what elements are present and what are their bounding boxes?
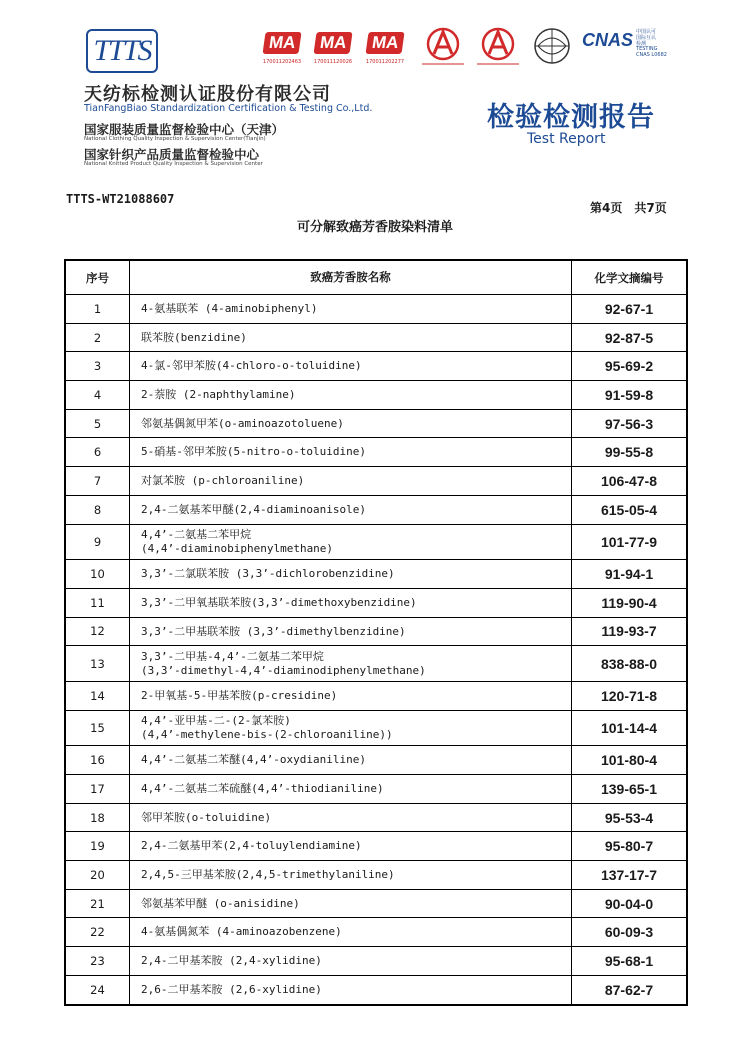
row-number: 11 (65, 588, 130, 617)
cas-number: 101-14-4 (572, 710, 688, 746)
amine-name (130, 710, 572, 746)
row-number: 16 (65, 746, 130, 775)
row-number: 13 (65, 646, 130, 682)
cas-number: 92-87-5 (572, 323, 688, 352)
ttts-logo (86, 29, 158, 73)
list-title: 可分解致癌芳香胺染料清单 (296, 220, 453, 235)
table-row (65, 467, 687, 496)
row-number: 19 (65, 832, 130, 861)
cas-number: 615-05-4 (572, 495, 688, 524)
knitted-center-cn: 国家针织产品质量监督检验中心 (84, 147, 260, 162)
cas-number: 120-71-8 (572, 681, 688, 710)
cas-number: 95-53-4 (572, 803, 688, 832)
amine-name-line: 4-氨基偶氮苯 (4-aminoazobenzene) (141, 925, 342, 939)
cas-number: 95-68-1 (572, 947, 688, 976)
report-title-cn: 检验检测报告 (487, 102, 655, 133)
amine-name-line: 4,4’-二氨基二苯硫醚(4,4’-thiodianiline) (141, 781, 384, 795)
row-number: 4 (65, 381, 130, 410)
table-row (65, 947, 687, 976)
amine-name (130, 524, 572, 560)
cma-mark-label: MA (313, 32, 353, 54)
amine-name-line: 4-氨基联苯 (4-aminobiphenyl) (141, 301, 318, 315)
amine-name (130, 947, 572, 976)
amine-name-line: 4,4’-二氨基二苯甲烷 (141, 528, 252, 542)
cas-number: 119-93-7 (572, 617, 688, 646)
header-name: 致癌芳香胺名称 (130, 260, 572, 295)
cma-mark-number: 170011120026 (313, 59, 353, 65)
cnas-label: CNAS (582, 30, 634, 50)
amine-name (130, 438, 572, 467)
cnas-mark (582, 30, 667, 59)
amine-name-line: 2,4,5-三甲基苯胺(2,4,5-trimethylaniline) (141, 868, 395, 882)
row-number: 15 (65, 710, 130, 746)
amine-name-line: 2,4-二氨基苯甲醚(2,4-diaminoanisole) (141, 502, 366, 516)
table-row (65, 295, 687, 324)
cas-number: 91-94-1 (572, 560, 688, 589)
amine-name-line: 邻氨基苯甲醚 (o-anisidine) (141, 896, 300, 910)
amine-name-line: 2,4-二甲基苯胺 (2,4-xylidine) (141, 954, 322, 968)
amine-name (130, 409, 572, 438)
amine-name-line: 对氯苯胺 (p-chloroaniline) (141, 474, 305, 488)
cnas-side-text: 中国认可 国际互认 检测 TESTING CNAS L0682 (636, 29, 667, 58)
amine-name-line: (4,4’-methylene-bis-(2-chloroaniline)) (141, 727, 393, 741)
amine-name (130, 861, 572, 890)
amine-name (130, 775, 572, 804)
table-row (65, 560, 687, 589)
row-number: 9 (65, 524, 130, 560)
row-number: 6 (65, 438, 130, 467)
table-row (65, 381, 687, 410)
amine-name (130, 352, 572, 381)
cas-number: 91-59-8 (572, 381, 688, 410)
cas-number: 139-65-1 (572, 775, 688, 804)
row-number: 17 (65, 775, 130, 804)
cma-mark-number: 170011202463 (262, 59, 302, 65)
clothing-center-cn: 国家服装质量监督检验中心（天津） (84, 122, 285, 137)
amine-name-line: 邻甲苯胺(o-toluidine) (141, 810, 272, 824)
header-no: 序号 (65, 260, 130, 295)
amine-name (130, 681, 572, 710)
amine-name-line: 联苯胺(benzidine) (141, 330, 247, 344)
cas-number: 137-17-7 (572, 861, 688, 890)
row-number: 8 (65, 495, 130, 524)
table-row (65, 681, 687, 710)
amine-table (64, 259, 688, 1006)
row-number: 24 (65, 975, 130, 1004)
cas-number: 101-77-9 (572, 524, 688, 560)
page-total: 共7页 (634, 201, 667, 215)
header-cas: 化学文摘编号 (572, 260, 688, 295)
row-number: 20 (65, 861, 130, 890)
amine-name (130, 467, 572, 496)
amine-name (130, 975, 572, 1004)
amine-name (130, 588, 572, 617)
cma-mark-2 (311, 28, 355, 65)
ilac-mra-icon (530, 26, 574, 70)
amine-name-line: 3,3’-二甲基-4,4’-二氨基二苯甲烷 (141, 649, 324, 663)
cas-number: 106-47-8 (572, 467, 688, 496)
cas-number: 101-80-4 (572, 746, 688, 775)
cas-number: 97-56-3 (572, 409, 688, 438)
amine-name-line: 2,6-二甲基苯胺 (2,6-xylidine) (141, 982, 322, 996)
clothing-center-en: National Clothing Quality Inspection & Supervision Center(Tianjin) (84, 136, 266, 142)
amine-name-line: 3,3’-二甲氧基联苯胺(3,3’-dimethoxybenzidine) (141, 595, 417, 609)
row-number: 1 (65, 295, 130, 324)
amine-name (130, 617, 572, 646)
table-header-row (65, 260, 687, 295)
cas-number: 95-80-7 (572, 832, 688, 861)
cas-number: 92-67-1 (572, 295, 688, 324)
amine-name (130, 918, 572, 947)
table-row (65, 409, 687, 438)
cas-number: 119-90-4 (572, 588, 688, 617)
amine-name-line: 4,4’-二氨基二苯醚(4,4’-oxydianiline) (141, 753, 366, 767)
cma-mark-1 (260, 28, 304, 65)
cma-mark-number: 170011202277 (365, 59, 405, 65)
amine-name (130, 832, 572, 861)
row-number: 14 (65, 681, 130, 710)
amine-name (130, 295, 572, 324)
page-number: 第4页 (590, 201, 623, 215)
row-number: 21 (65, 889, 130, 918)
cal-mark-icon-2 (473, 26, 523, 68)
table-row (65, 889, 687, 918)
amine-name (130, 323, 572, 352)
amine-name (130, 381, 572, 410)
cas-number: 90-04-0 (572, 889, 688, 918)
row-number: 23 (65, 947, 130, 976)
row-number: 3 (65, 352, 130, 381)
cas-number: 95-69-2 (572, 352, 688, 381)
company-name-en: TianFangBiao Standardization Certification & Testing Co.,Ltd. (84, 103, 373, 114)
table-row (65, 710, 687, 746)
table-row (65, 918, 687, 947)
company-name-cn: 天纺标检测认证股份有限公司 (84, 84, 331, 105)
table-row (65, 524, 687, 560)
cal-mark-icon (418, 26, 468, 68)
table-row (65, 803, 687, 832)
amine-name (130, 746, 572, 775)
cas-number: 60-09-3 (572, 918, 688, 947)
row-number: 2 (65, 323, 130, 352)
amine-name-line: 3,3’-二氯联苯胺 (3,3’-dichlorobenzidine) (141, 567, 395, 581)
row-number: 18 (65, 803, 130, 832)
amine-name-line: (4,4’-diaminobiphenylmethane) (141, 541, 334, 555)
row-number: 7 (65, 467, 130, 496)
amine-name-line: 邻氨基偶氮甲苯(o-aminoazotoluene) (141, 416, 344, 430)
logo-text: TTTS (93, 34, 151, 67)
row-number: 5 (65, 409, 130, 438)
amine-name (130, 495, 572, 524)
cma-mark-3 (363, 28, 407, 65)
amine-name (130, 889, 572, 918)
amine-name-line: 5-硝基-邻甲苯胺(5-nitro-o-toluidine) (141, 445, 366, 459)
table-row (65, 646, 687, 682)
row-number: 10 (65, 560, 130, 589)
report-number: TTTS-WT21088607 (66, 192, 175, 206)
cma-mark-label: MA (262, 32, 302, 54)
cma-mark-label: MA (365, 32, 405, 54)
amine-name (130, 560, 572, 589)
knitted-center-en: National Knitted Product Quality Inspection & Supervision Center (84, 161, 263, 167)
table-row (65, 438, 687, 467)
table-row (65, 975, 687, 1004)
table-row (65, 746, 687, 775)
amine-name-line: 4-氯-邻甲苯胺(4-chloro-o-toluidine) (141, 359, 362, 373)
amine-name-line: 2-甲氧基-5-甲基苯胺(p-cresidine) (141, 688, 338, 702)
amine-name (130, 803, 572, 832)
amine-name-line: (3,3’-dimethyl-4,4’-diaminodiphenylmethane) (141, 663, 426, 677)
table-row (65, 617, 687, 646)
row-number: 22 (65, 918, 130, 947)
page-info (590, 199, 667, 216)
table-row (65, 323, 687, 352)
amine-name-line: 2-萘胺 (2-naphthylamine) (141, 388, 296, 402)
row-number: 12 (65, 617, 130, 646)
table-row (65, 352, 687, 381)
cas-number: 838-88-0 (572, 646, 688, 682)
amine-name-line: 2,4-二氨基甲苯(2,4-toluylendiamine) (141, 839, 362, 853)
table-row (65, 495, 687, 524)
cas-number: 87-62-7 (572, 975, 688, 1004)
cas-number: 99-55-8 (572, 438, 688, 467)
report-title-en: Test Report (527, 131, 606, 147)
amine-name-line: 4,4’-亚甲基-二-(2-氯苯胺) (141, 714, 291, 728)
table-row (65, 775, 687, 804)
table-row (65, 861, 687, 890)
amine-name (130, 646, 572, 682)
table-row (65, 832, 687, 861)
amine-name-line: 3,3’-二甲基联苯胺 (3,3’-dimethylbenzidine) (141, 624, 406, 638)
table-row (65, 588, 687, 617)
